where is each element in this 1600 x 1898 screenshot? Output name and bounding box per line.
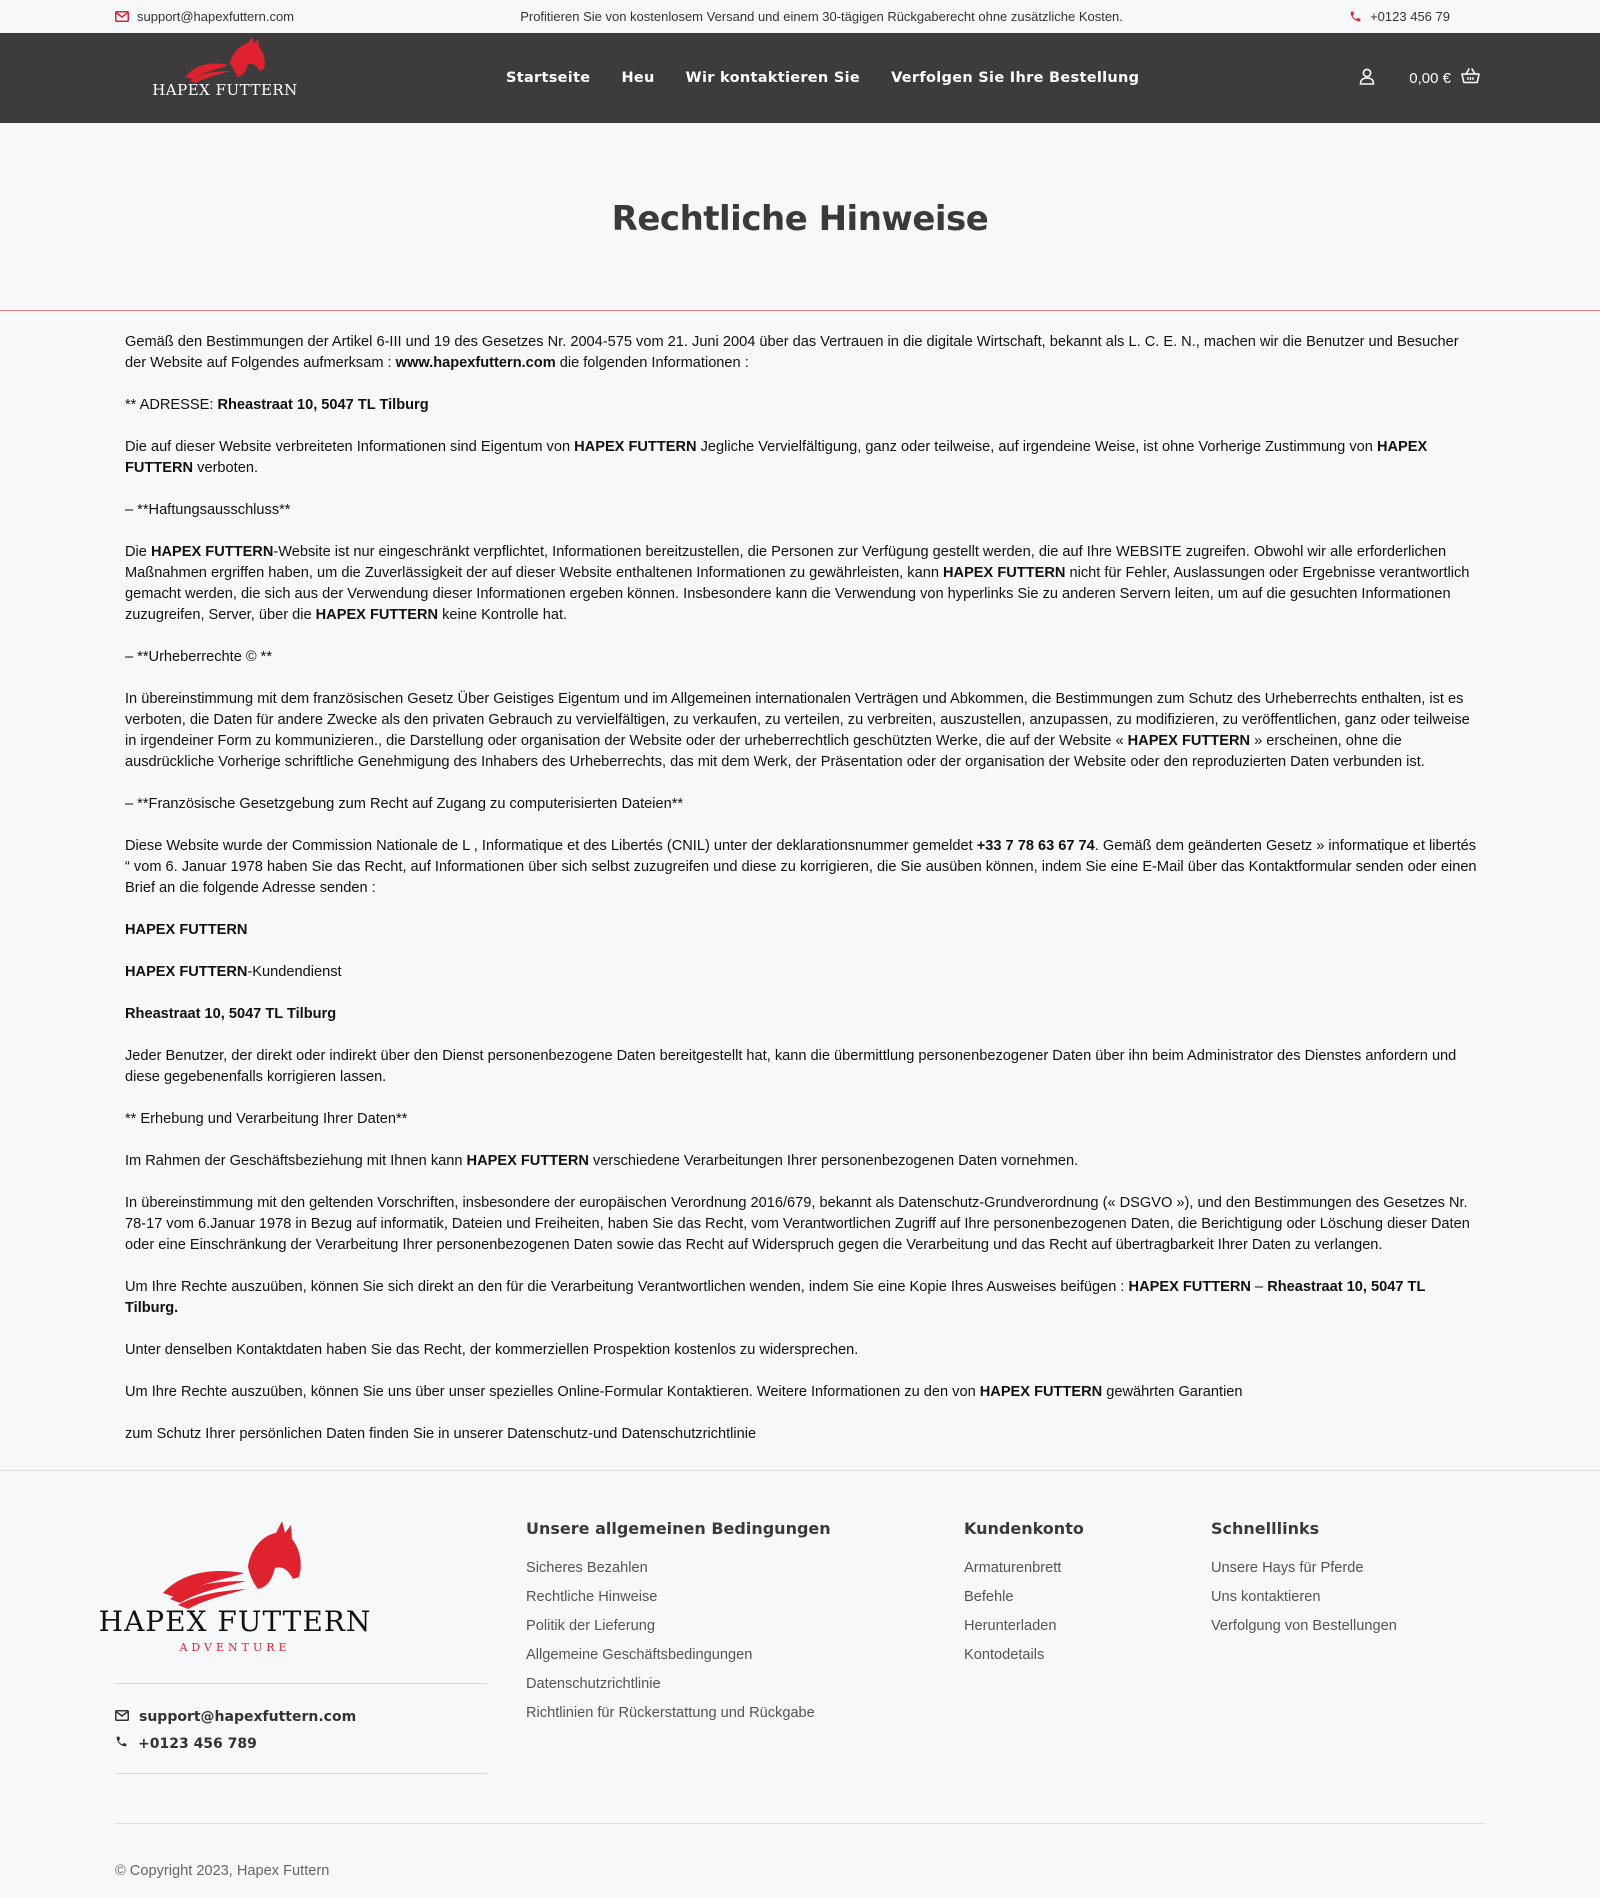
basket-icon — [1461, 68, 1480, 88]
legal-paragraph: ** Erhebung und Verarbeitung Ihrer Daten** — [125, 1111, 408, 1127]
horse-logo-icon — [152, 37, 298, 117]
footer-link[interactable]: Verfolgung von Bestellungen — [1211, 1618, 1397, 1634]
top-bar — [0, 0, 1600, 33]
footer-col-conditions — [526, 1519, 831, 1732]
phone-icon — [115, 1735, 128, 1752]
legal-paragraph: Rheastraat 10, 5047 TL Tilburg — [125, 1006, 337, 1022]
legal-paragraph: Jeder Benutzer, der direkt oder indirekt über den Dienst personenbezogene Daten bereitgestellt hat, kann die übermittlung personenbezogener Daten über ihn beim Administrator des Dienstes anfordern und diese gegebenenfalls korrigieren lassen. — [125, 1048, 1457, 1085]
topbar-phone-text[interactable]: +0123 456 79 — [1370, 9, 1450, 24]
footer-col-account — [964, 1519, 1084, 1674]
topbar-email-text[interactable]: support@hapexfuttern.com — [137, 9, 295, 24]
footer-link[interactable]: Sicheres Bezahlen — [526, 1560, 648, 1576]
svg-text:ADVENTURE: ADVENTURE — [179, 1641, 291, 1654]
legal-paragraph: Um Ihre Rechte auszuüben, können Sie uns über unser spezielles Online-Formular Kontaktieren. Weitere Informationen zu den von HAPEX FUTTERN gewährten Garantien — [125, 1384, 1243, 1400]
main-header — [0, 33, 1600, 123]
footer-email[interactable] — [115, 1703, 356, 1730]
legal-paragraph: – **Französische Gesetzgebung zum Recht auf Zugang zu computerisierten Dateien** — [125, 796, 684, 812]
footer — [0, 1471, 1600, 1889]
nav-heu[interactable]: Heu — [621, 70, 655, 86]
nav-contact[interactable]: Wir kontaktieren Sie — [685, 70, 861, 86]
legal-paragraph: HAPEX FUTTERN — [125, 922, 248, 938]
legal-paragraph: ** ADRESSE: Rheastraat 10, 5047 TL Tilburg — [125, 397, 429, 413]
legal-paragraph: Diese Website wurde der Commission Nationale de L , Informatique et des Libertés (CNIL) unter der deklarationsnummer gemeldet +33 7 78 63 67 74. Gemäß dem geänderten Gesetz » informatique et libertés “ vom 6. Januar 1978 haben Sie das Recht, auf Informationen über sich selbst zuzugreifen und diese zu korrigieren, die Sie ausüben können, indem Sie eine E-Mail über das Kontaktformular senden oder einen Brief an die folgende Adresse senden : — [125, 838, 1477, 896]
footer-email-text[interactable]: support@hapexfuttern.com — [139, 1708, 357, 1725]
svg-text:HAPEX FUTTERN: HAPEX FUTTERN — [98, 1605, 372, 1638]
legal-paragraph: Unter denselben Kontaktdaten haben Sie das Recht, der kommerziellen Prospektion kostenlos zu widersprechen. — [125, 1342, 859, 1358]
page-title: Rechtliche Hinweise — [611, 198, 989, 239]
nav-startseite[interactable]: Startseite — [506, 70, 591, 86]
footer-link[interactable]: Allgemeine Geschäftsbedingungen — [526, 1647, 753, 1663]
cart-total[interactable]: 0,00 € — [1409, 69, 1451, 87]
footer-link[interactable]: Befehle — [964, 1589, 1014, 1605]
footer-link[interactable]: Herunterladen — [964, 1618, 1057, 1634]
legal-paragraph: – **Urheberrechte © ** — [125, 649, 273, 665]
legal-paragraph: – **Haftungsausschluss** — [125, 502, 291, 518]
footer-col-title: Schnelllinks — [1211, 1519, 1320, 1538]
footer-col-title: Kundenkonto — [964, 1519, 1084, 1538]
nav-track-order[interactable]: Verfolgen Sie Ihre Bestellung — [891, 70, 1140, 86]
legal-content — [0, 311, 1600, 1445]
legal-paragraph: Im Rahmen der Geschäftsbeziehung mit Ihnen kann HAPEX FUTTERN verschiedene Verarbeitungen Ihrer personenbezogenen Daten vornehmen. — [125, 1153, 1079, 1169]
footer-link[interactable]: Uns kontaktieren — [1211, 1589, 1321, 1605]
header-actions — [1359, 33, 1480, 123]
user-account-icon[interactable] — [1359, 68, 1375, 89]
topbar-phone[interactable] — [1349, 9, 1450, 24]
footer-phone-text[interactable]: +0123 456 789 — [138, 1735, 257, 1752]
phone-icon — [1349, 10, 1362, 23]
footer-link[interactable]: Politik der Lieferung — [526, 1618, 655, 1634]
footer-phone[interactable] — [115, 1730, 356, 1757]
svg-text:HAPEX FUTTERN: HAPEX FUTTERN — [152, 81, 298, 99]
footer-col-quicklinks — [1211, 1519, 1397, 1645]
page-title-band — [0, 123, 1600, 311]
legal-paragraph: Die HAPEX FUTTERN-Website ist nur eingeschränkt verpflichtet, Informationen bereitzustellen, die Personen zur Verfügung gestellt werden, die auf Ihre WEBSITE zugreifen. Obwohl wir alle erforderlichen Maßnahmen ergriffen haben, um die Zuverlässigkeit der auf dieser Website enthaltenen Informationen zu gewährleisten, kann HAPEX FUTTERN nicht für Fehler, Auslassungen oder Ergebnisse verantwortlich gemacht werden, die sich aus der Verwendung dieser Informationen ergeben können. Insbesondere kann die Verwendung von hyperlinks Sie zu anderen Servern leiten, um auf die gesuchten Informationen zuzugreifen, Server, über die HAPEX FUTTERN keine Kontrolle hat. — [125, 544, 1470, 623]
legal-paragraph: Gemäß den Bestimmungen der Artikel 6-III und 19 des Gesetzes Nr. 2004-575 vom 21. Juni 2004 über das Vertrauen in die digitale Wirtschaft, bekannt als L. C. E. N., machen wir die Benutzer und Besucher der Website auf Folgendes aufmerksam : www.hapexfuttern.com die folgenden Informationen : — [125, 334, 1459, 371]
legal-paragraph: Um Ihre Rechte auszuüben, können Sie sich direkt an den für die Verarbeitung Verantwortlichen wenden, indem Sie eine Kopie Ihres Ausweises beifügen : HAPEX FUTTERN – Rheastraat 10, 5047 TL Tilburg. — [125, 1279, 1426, 1316]
footer-link[interactable]: Kontodetails — [964, 1647, 1045, 1663]
footer-link[interactable]: Datenschutzrichtlinie — [526, 1676, 661, 1692]
main-nav — [506, 33, 1139, 123]
legal-paragraph: Die auf dieser Website verbreiteten Informationen sind Eigentum von HAPEX FUTTERN Jegliche Vervielfältigung, ganz oder teilweise, auf irgendeine Weise, ist ohne Vorherige Zustimmung von HAPEX FUTTERN verboten. — [125, 439, 1428, 476]
footer-logo[interactable] — [98, 1519, 372, 1659]
legal-paragraph: HAPEX FUTTERN-Kundendienst — [125, 964, 342, 980]
topbar-promo: Profitieren Sie von kostenlosem Versand und einem 30-tägigen Rückgaberecht ohne zusätzliche Kosten. — [520, 9, 1123, 24]
topbar-email[interactable] — [115, 9, 294, 24]
footer-link[interactable]: Unsere Hays für Pferde — [1211, 1560, 1364, 1576]
footer-col-title: Unsere allgemeinen Bedingungen — [526, 1519, 831, 1538]
legal-paragraph: In übereinstimmung mit den geltenden Vorschriften, insbesondere der europäischen Verordnung 2016/679, bekannt als Datenschutz-Grundverordnung (« DSGVO »), und den Bestimmungen des Gesetzes Nr. 78-17 vom 6.Januar 1978 in Bezug auf informatik, Dateien und Freiheiten, haben Sie das Recht, vom Verantwortlichen Zugriff auf Ihre personenbezogenen Daten, die Berichtigung oder Löschung dieser Daten oder eine Einschränkung der Verarbeitung Ihrer personenbezogenen Daten sowie das Recht auf Widerspruch gegen die Verarbeitung und das Recht auf übertragbarkeit Ihrer Daten zu verlangen. — [125, 1195, 1470, 1253]
footer-link[interactable]: Rechtliche Hinweise — [526, 1589, 658, 1605]
horse-logo-icon — [98, 1519, 372, 1659]
footer-contact — [115, 1703, 356, 1757]
envelope-icon — [115, 1709, 129, 1725]
legal-paragraph: zum Schutz Ihrer persönlichen Daten finden Sie in unserer Datenschutz-und Datenschutzrichtlinie — [125, 1426, 757, 1442]
legal-paragraph: In übereinstimmung mit dem französischen Gesetz Über Geistiges Eigentum und im Allgemeinen internationalen Verträgen und Abkommen, die Bestimmungen zum Schutz des Urheberrechts enthalten, ist es verboten, die Daten für andere Zwecke als den privaten Gebrauch zu vervielfältigen, zu verkaufen, zu verteilen, zu verbreiten, auszustellen, anzupassen, zu modifizieren, zu veröffentlichen, ganz oder teilweise in irgendeiner Form zu kommunizieren., die Darstellung oder organisation der Website oder der urheberrechtlich geschützten Werke, die auf der Website « HAPEX FUTTERN » erscheinen, ohne die ausdrückliche Vorherige schriftliche Genehmigung des Inhabers des Urheberrechts, das mit dem Werk, der Präsentation oder der organisation der Website oder den reproduzierten Daten verbunden ist. — [125, 691, 1470, 770]
cart-button[interactable] — [1409, 68, 1480, 88]
header-logo[interactable] — [152, 37, 298, 117]
copyright: © Copyright 2023, Hapex Futtern — [115, 1863, 330, 1879]
envelope-icon — [115, 11, 129, 22]
footer-link[interactable]: Armaturenbrett — [964, 1560, 1062, 1576]
footer-link[interactable]: Richtlinien für Rückerstattung und Rückgabe — [526, 1705, 815, 1721]
